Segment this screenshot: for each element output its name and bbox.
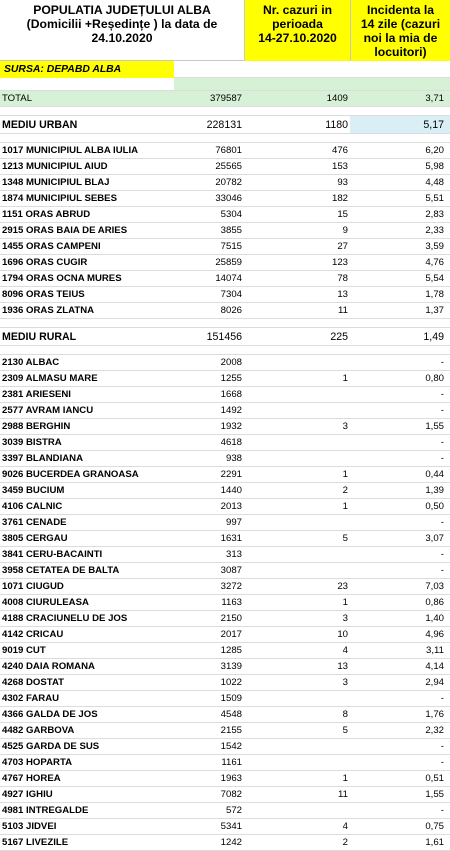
cell-cases: 2 [342,837,348,848]
cell-cases: 93 [337,177,348,188]
cell-name: TOTAL [2,93,33,104]
cell-incidence: 4,14 [425,661,444,672]
cell-name: 4240 DAIA ROMANA [2,661,95,672]
cell-population: 313 [225,549,242,560]
cell-population: 1932 [220,421,242,432]
cell-incidence: 1,39 [425,485,444,496]
cell-cases: 1 [342,373,348,384]
spacer-row [0,134,450,143]
table-row [0,563,450,579]
cell-name: 1936 ORAS ZLATNA [2,305,95,316]
cell-incidence: 1,49 [423,331,444,343]
cell-population: 33046 [215,193,242,204]
total-row [0,91,450,107]
cell-incidence: 5,17 [423,119,444,131]
rural-heading-row [0,328,450,346]
table-row [0,691,450,707]
cell-population: 1542 [220,741,242,752]
spacer-row [0,107,450,116]
table-row [0,483,450,499]
table-row [0,159,450,175]
rural-rows [0,355,450,851]
cell-incidence: 4,96 [425,629,444,640]
cell-cases: 182 [331,193,348,204]
cell-name: MEDIU URBAN [2,119,78,131]
cell-population: 76801 [215,145,242,156]
cell-name: 1455 ORAS CAMPENI [2,241,101,252]
cell-cases: 1180 [325,119,348,131]
cell-cases: 11 [338,305,348,316]
cell-cases: 15 [337,209,348,220]
cell-name: 2915 ORAS BAIA DE ARIES [2,225,128,236]
cell-population: 151456 [206,331,242,343]
cell-name: 4106 CALNIC [2,501,63,512]
cell-name: 1874 MUNICIPIUL SEBES [2,193,117,204]
cell-cases: 11 [338,789,348,800]
header-title-line: (Domicilii +Reședințe ) la data de [26,17,218,31]
cell-population: 8026 [220,305,242,316]
cell-name: 1071 CIUGUD [2,581,64,592]
cell-name: 3459 BUCIUM [2,485,65,496]
cell-name: 1017 MUNICIPIUL ALBA IULIA [2,145,139,156]
cell-incidence: 3,07 [425,533,444,544]
table-row [0,303,450,319]
cell-incidence: 0,75 [425,821,444,832]
cell-population: 5341 [220,821,242,832]
cell-population: 1022 [220,677,242,688]
table-row [0,771,450,787]
cell-incidence: 1,78 [425,289,444,300]
cell-population: 7304 [220,289,242,300]
cell-population: 1492 [220,405,242,416]
cell-population: 1285 [220,645,242,656]
cell-name: 9026 BUCERDEA GRANOASA [2,469,139,480]
cell-incidence: - [440,437,444,448]
cell-population: 25859 [215,257,242,268]
cell-name: 4767 HOREA [2,773,61,784]
cell-incidence: 0,50 [425,501,444,512]
cell-name: 4525 GARDA DE SUS [2,741,100,752]
header-cases-line: Nr. cazuri in [262,3,333,17]
cell-name: 4703 HOPARTA [2,757,73,768]
header-cases-line: 14-27.10.2020 [258,31,337,45]
cell-name: 1696 ORAS CUGIR [2,257,88,268]
cell-name: 5103 JIDVEI [2,821,57,832]
cell-name: 8096 ORAS TEIUS [2,289,85,300]
cell-population: 1668 [220,389,242,400]
header-incidence-line: Incidenta la [366,3,435,17]
cell-population: 14074 [215,273,242,284]
table-row [0,355,450,371]
cell-population: 4548 [220,709,242,720]
header-incidence-line: noi la mia de [363,31,438,45]
table-row [0,191,450,207]
green-fill [244,78,350,90]
cell-incidence: 2,83 [425,209,444,220]
table-row [0,595,450,611]
cell-cases: 27 [337,241,348,252]
cell-population: 1509 [220,693,242,704]
table-row [0,239,450,255]
table-row [0,755,450,771]
table-row [0,223,450,239]
header-incidence-line: locuitori) [374,45,427,59]
header-title [0,0,244,61]
cell-cases: 2 [342,485,348,496]
cell-cases: 1 [342,773,348,784]
cell-population: 7082 [220,789,242,800]
cell-name: 4188 CRACIUNELU DE JOS [2,613,128,624]
cell-population: 3272 [220,581,242,592]
table-row [0,739,450,755]
cell-population: 1242 [220,837,242,848]
cell-incidence: 4,48 [425,177,444,188]
cell-name: 3841 CERU-BACAINTI [2,549,103,560]
cell-cases [244,451,350,466]
header-cases [244,0,350,61]
cell-name: 4008 CIURULEASA [2,597,89,608]
header-title-line: 24.10.2020 [91,31,153,45]
cell-cases [244,739,350,754]
cell-population: 2017 [220,629,242,640]
cell-population: 228131 [206,119,242,131]
cell-incidence: 3,71 [425,93,444,104]
cell-incidence: 5,98 [425,161,444,172]
table-row [0,787,450,803]
green-band [0,78,450,91]
cell-cases [244,387,350,402]
cell-incidence: 0,51 [425,773,444,784]
cell-cases: 8 [342,709,348,720]
cell-incidence: 2,33 [425,225,444,236]
cell-population: 572 [225,805,242,816]
cell-name: 1348 MUNICIPIUL BLAJ [2,177,110,188]
cell-incidence: 2,32 [425,725,444,736]
cell-name: 4142 CRICAU [2,629,64,640]
spacer-row [0,346,450,355]
cell-incidence: - [440,453,444,464]
cell-name: 4482 GARBOVA [2,725,75,736]
cell-cases: 5 [342,725,348,736]
cell-name: 5167 LIVEZILE [2,837,69,848]
cell-population: 3087 [220,565,242,576]
cell-population: 1163 [221,597,242,608]
cell-cases [244,515,350,530]
cell-name: MEDIU RURAL [2,331,77,343]
table-row [0,387,450,403]
green-fill [350,78,450,90]
cell-incidence: 7,03 [425,581,444,592]
table-row [0,611,450,627]
cell-population: 2008 [220,357,242,368]
cell-cases: 3 [342,677,348,688]
table-row [0,435,450,451]
cell-incidence: 6,20 [425,145,444,156]
source-row [0,61,450,78]
cell-cases [244,563,350,578]
cell-name: 9019 CUT [2,645,46,656]
urban-rows [0,143,450,319]
cell-population: 2150 [220,613,242,624]
green-fill [174,78,244,90]
cell-incidence: 0,80 [425,373,444,384]
table-row [0,547,450,563]
cell-incidence: - [440,357,444,368]
spacer-row [0,319,450,328]
cell-cases: 153 [331,161,348,172]
cell-incidence: 4,76 [425,257,444,268]
cell-population: 1161 [221,757,242,768]
table-row [0,723,450,739]
cell-name: 3958 CETATEA DE BALTA [2,565,120,576]
table-row [0,143,450,159]
cell-cases: 1 [342,501,348,512]
cell-cases: 5 [342,533,348,544]
table-row [0,175,450,191]
cell-incidence: 1,37 [425,305,444,316]
table-row [0,403,450,419]
table-row [0,627,450,643]
cell-name: 4366 GALDA DE JOS [2,709,98,720]
table-row [0,659,450,675]
cell-name: 3805 CERGAU [2,533,68,544]
cell-incidence: - [440,693,444,704]
cell-name: 2577 AVRAM IANCU [2,405,94,416]
cell-incidence: 5,51 [425,193,444,204]
cell-population: 938 [225,453,242,464]
cell-population: 1440 [220,485,242,496]
table-row [0,675,450,691]
cell-cases: 78 [337,273,348,284]
table-header [0,0,450,61]
cell-cases [244,435,350,450]
cell-population: 997 [225,517,242,528]
cell-cases [244,355,350,370]
table-row [0,207,450,223]
cell-incidence: - [440,757,444,768]
cell-cases: 123 [331,257,348,268]
cell-population: 3855 [220,225,242,236]
cell-incidence: - [440,741,444,752]
cell-name: 2309 ALMASU MARE [2,373,98,384]
cell-name: 3397 BLANDIANA [2,453,84,464]
cell-name: 1151 ORAS ABRUD [2,209,91,220]
cell-incidence: - [440,405,444,416]
cell-cases [244,691,350,706]
cell-incidence: 1,76 [425,709,444,720]
cell-incidence: 3,59 [425,241,444,252]
cell-population: 20782 [215,177,242,188]
cell-incidence: - [440,517,444,528]
cell-name: 2130 ALBAC [2,357,60,368]
cell-population: 1963 [220,773,242,784]
cell-name: 1213 MUNICIPIUL AIUD [2,161,108,172]
table-row [0,819,450,835]
cell-incidence: - [440,565,444,576]
cell-name: 3039 BISTRA [2,437,62,448]
cell-name: 3761 CENADE [2,517,67,528]
header-incidence-line: 14 zile (cazuri [360,17,441,31]
table-row [0,451,450,467]
cell-cases [244,755,350,770]
cell-population: 1255 [220,373,242,384]
cell-name: 4927 IGHIU [2,789,53,800]
cell-name: 1794 ORAS OCNA MURES [2,273,122,284]
cell-population: 5304 [220,209,242,220]
cell-population: 25565 [215,161,242,172]
cell-name: 2381 ARIESENI [2,389,71,400]
cell-incidence: - [440,389,444,400]
cell-incidence: - [440,549,444,560]
cell-cases [244,803,350,818]
cell-cases: 1409 [326,93,348,104]
cell-name: 4302 FARAU [2,693,60,704]
cell-incidence: 0,86 [425,597,444,608]
table-row [0,643,450,659]
cell-cases: 13 [337,661,348,672]
cell-incidence: 1,61 [425,837,444,848]
cell-name: 4268 DOSTAT [2,677,65,688]
table-row [0,287,450,303]
cell-incidence: 1,55 [425,421,444,432]
table-row [0,499,450,515]
cell-population: 4618 [220,437,242,448]
cell-cases: 225 [330,331,348,343]
cell-population: 2291 [220,469,242,480]
header-incidence [350,0,450,61]
table-row [0,271,450,287]
cell-cases: 1 [342,469,348,480]
cell-cases: 13 [337,289,348,300]
header-cases-line: perioada [272,17,323,31]
cell-cases: 4 [342,821,348,832]
cell-cases: 476 [331,145,348,156]
cell-population: 379587 [209,93,242,104]
cell-name: 2988 BERGHIN [2,421,71,432]
cell-population: 2013 [220,501,242,512]
cell-cases: 1 [342,597,348,608]
cell-name: 4981 INTREGALDE [2,805,89,816]
cell-incidence: 5,54 [425,273,444,284]
cell-population: 7515 [220,241,242,252]
table-row [0,835,450,851]
cell-population: 2155 [220,725,242,736]
cell-cases: 23 [337,581,348,592]
cell-population: 3139 [220,661,242,672]
table-row [0,707,450,723]
cell-population: 1631 [220,533,242,544]
cell-cases: 9 [342,225,348,236]
table-row [0,419,450,435]
cell-incidence: 1,40 [425,613,444,624]
cell-cases [244,403,350,418]
table-row [0,579,450,595]
cell-cases [244,547,350,562]
table-row [0,371,450,387]
table-row [0,531,450,547]
cell-cases: 3 [342,421,348,432]
table-row [0,803,450,819]
cell-incidence: 1,55 [425,789,444,800]
cell-incidence: 2,94 [425,677,444,688]
table-row [0,255,450,271]
header-title-line: POPULATIA JUDEȚULUI ALBA [33,3,211,17]
cell-cases: 4 [342,645,348,656]
cell-cases: 3 [342,613,348,624]
cell-cases: 10 [337,629,348,640]
table-row [0,515,450,531]
cell-incidence: 0,44 [425,469,444,480]
source-label: SURSA: DEPABD ALBA [0,61,174,78]
cell-incidence: 3,11 [426,645,444,656]
table-row [0,467,450,483]
urban-heading-row [0,116,450,134]
cell-incidence: - [440,805,444,816]
